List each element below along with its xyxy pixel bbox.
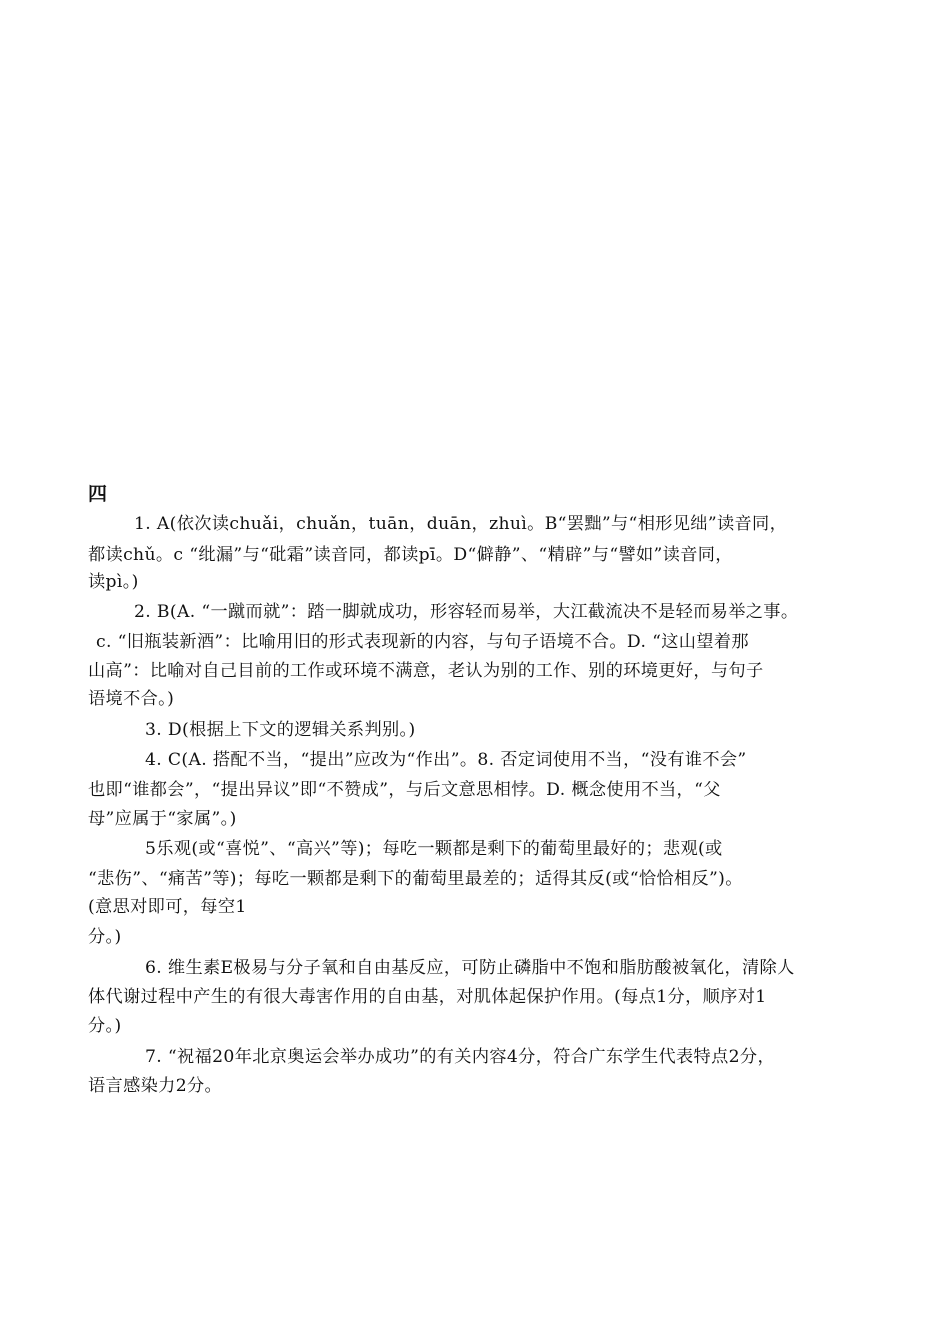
answer-4-line-1: 4. C(A. 搭配不当，“提出”应改为“作出”。8. 否定词使用不当，“没有谁不会” <box>145 750 747 770</box>
section-heading: 四 <box>88 483 108 505</box>
answer-6-line-2: 体代谢过程中产生的有很大毒害作用的自由基，对肌体起保护作用。(每点1分，顺序对1 <box>88 987 767 1007</box>
answer-5-line-3: (意思对即可，每空1 <box>88 897 247 917</box>
answer-2-line-4: 语境不合。) <box>88 689 175 709</box>
answer-1-line-2: 都读chǔ。c “纰漏”与“砒霜”读音同，都读pī。D“僻静”、“精辟”与“譬如”读音同， <box>88 545 733 565</box>
answer-5-line-2: “悲伤”、“痛苦”等)；每吃一颗都是剩下的葡萄里最差的；适得其反(或“恰恰相反”)。 <box>88 869 743 889</box>
answer-4-line-2: 也即“谁都会”，“提出异议”即“不赞成”，与后文意思相悖。D. 概念使用不当，“父 <box>88 780 721 800</box>
answer-7-line-2: 语言感染力2分。 <box>88 1076 223 1096</box>
answer-6-line-1: 6. 维生素E极易与分子氧和自由基反应，可防止磷脂中不饱和脂肪酸被氧化，清除人 <box>145 958 795 978</box>
answer-2-line-3: 山高”：比喻对自己目前的工作或环境不满意，老认为别的工作、别的环境更好，与句子 <box>88 661 764 681</box>
answer-1-line-3: 读pì。) <box>88 572 139 592</box>
answer-4-line-3: 母”应属于“家属”。) <box>88 809 237 829</box>
answer-7-line-1: 7. “祝福20年北京奥运会举办成功”的有关内容4分，符合广东学生代表特点2分， <box>145 1047 775 1067</box>
answer-5-line-4: 分。) <box>88 927 122 947</box>
answer-5-line-1: 5乐观(或“喜悦”、“高兴”等)；每吃一颗都是剩下的葡萄里最好的；悲观(或 <box>145 839 723 859</box>
answer-1-line-1: 1. A(依次读chuǎi，chuǎn，tuān，duān，zhuì。B“罢黜”与“相形见绌”读音同， <box>134 514 788 534</box>
answer-3-line-1: 3. D(根据上下文的逻辑关系判别。) <box>145 720 416 740</box>
answer-2-line-1: 2. B(A. “一蹴而就”：踏一脚就成功，形容轻而易举，大江截流决不是轻而易举之事。 <box>134 602 799 622</box>
answer-2-line-2: c. “旧瓶装新酒”：比喻用旧的形式表现新的内容，与句子语境不合。D. “这山望着那 <box>96 632 749 652</box>
answer-6-line-3: 分。) <box>88 1016 122 1036</box>
